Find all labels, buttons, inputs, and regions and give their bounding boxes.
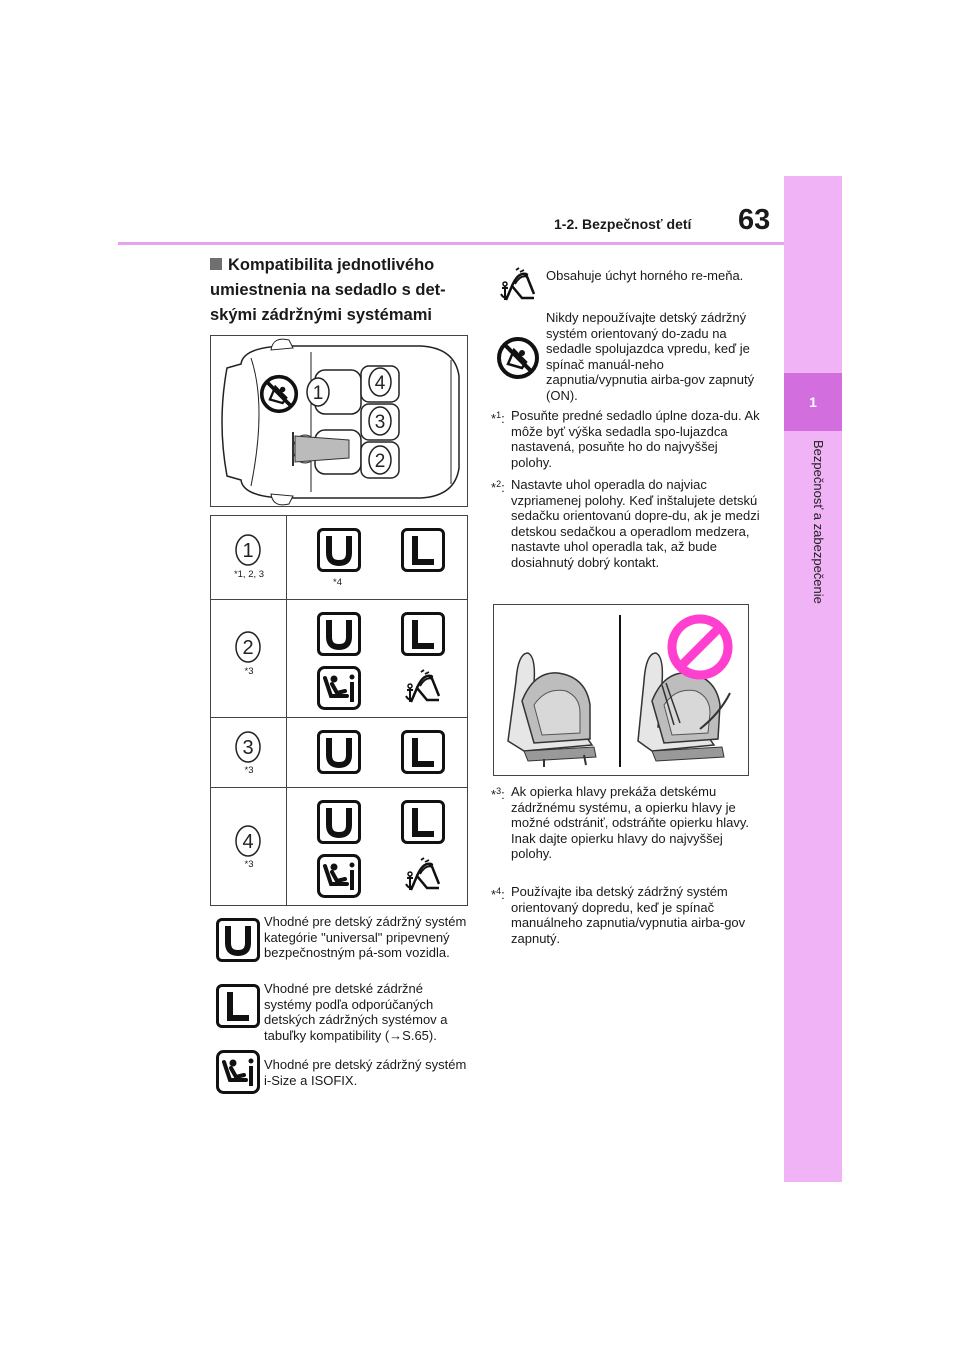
u-icon [317,800,361,844]
isize-icon [317,854,361,898]
position-4-icon [234,824,262,858]
top-tether-icon [496,264,540,308]
position-number: 2 [242,637,254,659]
u-note: *4 [333,577,342,588]
top-tether-icon [401,854,445,898]
legend-u-text: Vhodné pre detský zádržný systém kategórie "universal" pripevnený bezpečnostným pá-som vozidla. [264,914,467,960]
position-note: *3 [244,666,254,677]
footnote-text: Nastavte uhol operadla do najviac vzpriamenej polohy. Keď inštalujete detskú sedačku orientovanú dopre-du, ak je medzi detskou sedačkou a operadlom medzera, nastavte uhol operadla tak, až bude dosiahnutý dobrý kontakt. [511,477,760,570]
icons-cell [287,718,468,788]
footnote-text: Ak opierka hlavy prekáža detskému zádržnému systému, a opierku hlavy je možné odstrániť, odstráňte opierku hlavy. Inak dajte opierku hlavy do najvyššej polohy. [511,784,750,861]
position-number: 4 [242,831,254,853]
footnote-1 [491,408,761,470]
position-number: 3 [242,737,254,759]
position-2-icon [369,446,391,474]
legend-prohibit-text: Nikdy nepoužívajte detský zádržný systém orientovaný do-zadu na sedadle spolujazdca vpredu, keď je spínač manuál-neho zapnutia/vypnutia airba-gov zapnutý (ON). [546,310,755,403]
icons-cell [287,516,468,600]
prohibit-seat-icon [496,336,540,380]
position-cell [211,600,287,718]
isize-icon [317,666,361,710]
legend-tether-text: Obsahuje úchyt horného re-meňa. [546,268,744,283]
table-row [211,788,468,906]
section-title: 1-2. Bezpečnosť detí [554,216,692,232]
position-4-icon [369,368,391,396]
top-tether-icon [401,666,445,710]
chapter-tab-bar [784,176,842,1182]
section-heading [210,253,480,328]
l-icon [401,730,445,774]
legend-l-text: Vhodné pre detské zádržné systémy podľa odporúčaných detských zádržných systémov a tabuľky kompatibility (→S.65). [264,981,448,1043]
correct-seat-figure [508,653,596,767]
isize-icon [216,1050,260,1094]
l-icon [216,984,260,1028]
position-4-label: 4 [374,373,386,394]
position-cell [211,718,287,788]
position-1-icon [234,533,262,567]
footnote-text: Posuňte predné sedadlo úplne doza-du. Ak môže byť výška sedadla spo-lujazdca nastavená, posuňte ho do najvyššej polohy. [511,408,760,470]
header-divider [118,242,784,245]
prohibited-sign-icon [672,619,728,675]
position-note: *3 [244,859,254,870]
u-icon [317,528,361,572]
l-icon [401,800,445,844]
legend-isize-text: Vhodné pre detský zádržný systém i-Size a ISOFIX. [264,1057,467,1088]
u-icon [317,612,361,656]
position-cell [211,788,287,906]
footnote-marker: *$^4$: [491,886,505,902]
position-note: *1, 2, 3 [233,569,265,580]
prohibit-seat-icon [262,377,297,412]
footnote-4 [491,884,761,946]
square-bullet-icon [210,258,222,270]
l-icon [401,612,445,656]
table-row [211,600,468,718]
chapter-tab-number[interactable]: 1 [784,373,842,431]
section-heading-text: Kompatibilita jednotlivého umiestnenia na sedadlo s det-skými zádržnými systémami [210,256,446,324]
footnote-text: Používajte iba detský zádržný systém orientovaný dopredu, keď je spínač manuálneho zapnutia/vypnutia airba-gov zapnutý. [511,884,746,946]
position-2-icon [234,630,262,664]
icons-cell [287,600,468,718]
footnote-2 [491,477,761,570]
position-3-icon [369,407,391,435]
position-1-label: 1 [312,383,324,404]
position-1-icon [307,378,329,406]
footnote-marker: *$^1$: [491,410,505,426]
position-2-label: 2 [374,451,386,472]
table-row [211,516,468,600]
position-3-icon [234,730,262,764]
footnote-marker: *$^2$: [491,479,505,495]
u-icon [317,730,361,774]
page-number: 63 [738,204,771,236]
u-icon [216,918,260,962]
seat-recline-illustration [493,604,749,776]
position-cell [211,516,287,600]
icons-cell [287,788,468,906]
footnote-3 [491,784,761,862]
chapter-tab-title: Bezpečnosť a zabezpečenie [811,440,826,604]
car-seat-diagram [210,335,468,507]
table-row [211,718,468,788]
position-number: 1 [242,540,254,562]
footnote-marker: *$^3$: [491,786,505,802]
position-note: *3 [244,765,254,776]
l-icon [401,528,445,572]
compatibility-table [210,515,468,906]
position-3-label: 3 [374,412,386,433]
